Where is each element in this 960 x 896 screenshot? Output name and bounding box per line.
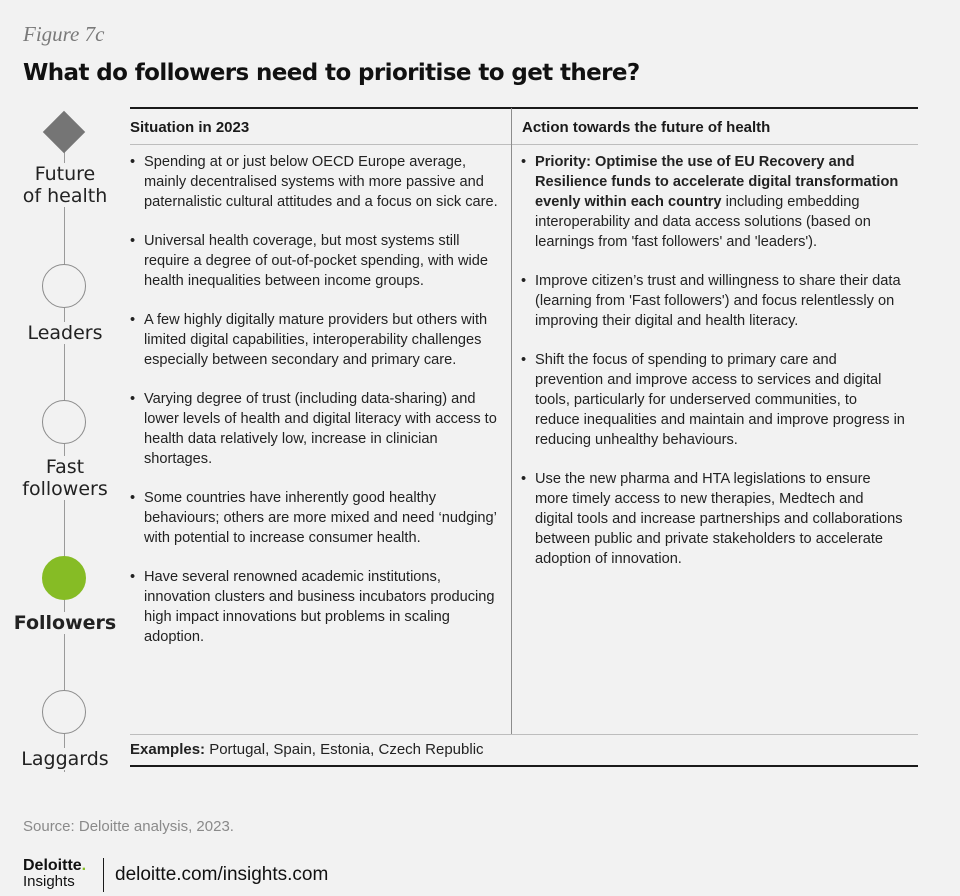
- action-item-priority: • Priority: Optimise the use of EU Recovery and Resilience funds to accelerate digital transformation evenly within each country including embedding interoperability and data access solutions (based on learnings from 'fast followers' and 'leaders').: [521, 152, 905, 252]
- followers-circle-icon: [42, 556, 86, 600]
- deloitte-insights-logo: Deloitte. Insights: [23, 857, 87, 890]
- page-title: What do followers need to prioritise to get there?: [23, 60, 640, 86]
- situation-item: • Have several renowned academic institutions, innovation clusters and business incubators producing high impact innovations but problems in scaling adoption.: [130, 567, 498, 647]
- stage-label-future-of-health: Future of health: [0, 163, 130, 207]
- stage-label-fast-followers: Fast followers: [0, 456, 130, 500]
- brand-divider: [103, 858, 104, 892]
- stage-label-laggards: Laggards: [0, 748, 130, 770]
- column-separator: [511, 108, 512, 734]
- examples-countries: Portugal, Spain, Estonia, Czech Republic: [205, 741, 484, 758]
- laggards-circle-icon: [42, 690, 86, 734]
- future-of-health-diamond-icon: [43, 111, 85, 153]
- situation-item: • A few highly digitally mature providers but others with limited digital capabilities, interoperability challenges especially between secondary and primary care.: [130, 310, 498, 370]
- action-item: • Use the new pharma and HTA legislations to ensure more timely access to new therapies, Medtech and digital tools and increase partnerships and collaborations between public and private stakeholders to accelerate adoption of innovation.: [521, 469, 905, 569]
- situation-list: [130, 152, 498, 666]
- situation-item: • Universal health coverage, but most systems still require a degree of out-of-pocket spending, with wide health inequalities between income groups.: [130, 231, 498, 291]
- column-header-situation: Situation in 2023: [130, 119, 250, 136]
- action-item: • Shift the focus of spending to primary care and prevention and improve access to services and digital tools, particularly for underserved communities, to reduce inequalities and maintain and improve progress in reducing unhealthy behaviours.: [521, 350, 905, 450]
- column-header-action: Action towards the future of health: [522, 119, 771, 136]
- examples-row: [130, 741, 484, 758]
- action-item: • Improve citizen’s trust and willingness to share their data (learning from 'Fast followers') and focus relentlessly on improving their digital and health literacy.: [521, 271, 905, 331]
- table-bottom-rule: [130, 765, 918, 767]
- site-link[interactable]: deloitte.com/insights.com: [115, 864, 329, 885]
- stage-connector-line: [64, 132, 65, 772]
- table-header-divider: [130, 144, 918, 145]
- situation-item: • Some countries have inherently good healthy behaviours; others are more mixed and need ‘nudging’ with potential to increase consumer health.: [130, 488, 498, 548]
- action-list: [521, 152, 905, 588]
- situation-item: • Spending at or just below OECD Europe average, mainly decentralised systems with more passive and paternalistic cultural attitudes and a focus on sick care.: [130, 152, 498, 212]
- stage-label-leaders: Leaders: [0, 322, 130, 344]
- stage-label-followers: Followers: [0, 612, 130, 634]
- figure-label: Figure 7c: [23, 22, 105, 46]
- maturity-stage-track: [0, 100, 130, 780]
- examples-divider: [130, 734, 918, 735]
- source-note: Source: Deloitte analysis, 2023.: [23, 818, 234, 835]
- fast-followers-circle-icon: [42, 400, 86, 444]
- leaders-circle-icon: [42, 264, 86, 308]
- situation-item: • Varying degree of trust (including data-sharing) and lower levels of health and digital literacy with access to health data relatively low, increase in clinician shortages.: [130, 389, 498, 469]
- priority-highlight: Priority: Optimise the use of EU Recovery and Resilience funds to accelerate digital transformation evenly within each country: [535, 154, 899, 210]
- examples-label: Examples:: [130, 741, 206, 758]
- table-top-rule: [130, 107, 918, 109]
